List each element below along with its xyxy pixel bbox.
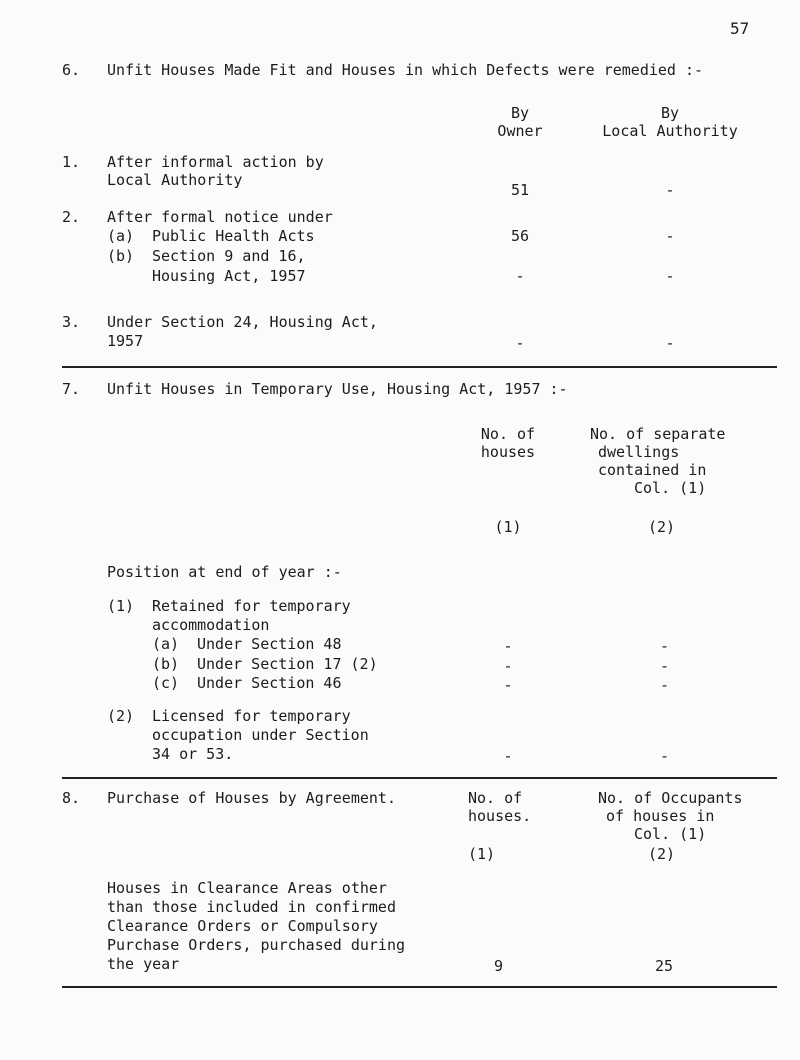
col-header-2: of houses in — [606, 807, 715, 825]
subitem-letter: (c) — [152, 674, 180, 692]
col-header-1: houses — [480, 443, 536, 461]
value-la: - — [665, 334, 675, 352]
item-label: 1957 — [107, 332, 144, 350]
item-label: Local Authority — [107, 171, 243, 189]
value-col-2: 25 — [655, 957, 674, 975]
value-col-2: - — [660, 747, 670, 765]
col-header-2: contained in — [598, 461, 707, 479]
item-label: Public Health Acts — [152, 227, 315, 245]
value-col-2: - — [660, 676, 670, 694]
item-label: After formal notice under — [107, 208, 333, 226]
group-label: Licensed for temporary — [152, 707, 351, 725]
value-col-1: - — [503, 637, 513, 655]
group-label: 34 or 53. — [152, 745, 234, 763]
section-8-title: Purchase of Houses by Agreement. — [107, 789, 396, 807]
value-la: - — [665, 267, 675, 285]
col-number-2: (2) — [648, 518, 676, 536]
row-label: Houses in Clearance Areas other — [107, 879, 387, 897]
col-header-2: No. of Occupants — [598, 789, 743, 807]
subitem-label: Under Section 48 — [197, 635, 342, 653]
divider — [62, 366, 777, 368]
section-7-number: 7. — [62, 380, 81, 398]
row-label: than those included in confirmed — [107, 898, 396, 916]
col-number-1: (1) — [468, 845, 496, 863]
group-label: accommodation — [152, 616, 270, 634]
group-label: Retained for temporary — [152, 597, 351, 615]
value-col-1: - — [503, 657, 513, 675]
col-header-1: No. of — [480, 425, 536, 443]
row-label: Clearance Orders or Compulsory — [107, 917, 378, 935]
value-col-1: - — [503, 676, 513, 694]
divider — [62, 986, 777, 988]
group-number: (1) — [107, 597, 135, 615]
page-number: 57 — [730, 19, 750, 38]
value-la: - — [665, 181, 675, 199]
subitem-letter: (a) — [152, 635, 180, 653]
col-header-1: No. of — [468, 789, 523, 807]
subitem-label: Under Section 46 — [197, 674, 342, 692]
item-number: 3. — [62, 313, 81, 331]
col-header-owner-2: Owner — [497, 122, 543, 140]
divider — [62, 777, 777, 779]
col-header-owner-1: By — [510, 104, 530, 122]
row-label: Purchase Orders, purchased during — [107, 936, 406, 954]
value-owner: 51 — [510, 181, 530, 199]
position-label: Position at end of year :- — [107, 563, 342, 581]
col-header-1: houses. — [468, 807, 532, 825]
col-number-1: (1) — [494, 518, 522, 536]
col-header-2: dwellings — [598, 443, 680, 461]
group-label: occupation under Section — [152, 726, 369, 744]
subitem-label: Under Section 17 (2) — [197, 655, 378, 673]
item-label: Under Section 24, Housing Act, — [107, 313, 378, 331]
section-6-title: Unfit Houses Made Fit and Houses in which Defects were remedied :- — [107, 61, 704, 79]
item-label: Section 9 and 16, — [152, 247, 306, 265]
col-header-la-2: Local Authority — [602, 122, 738, 140]
section-6-number: 6. — [62, 61, 81, 79]
col-header-2: Col. (1) — [634, 825, 707, 843]
col-header-2: Col. (1) — [634, 479, 707, 497]
col-number-2: (2) — [648, 845, 676, 863]
item-label: After informal action by — [107, 153, 324, 171]
item-number: 1. — [62, 153, 81, 171]
col-header-la-1: By — [660, 104, 680, 122]
subitem-letter: (b) — [107, 247, 135, 265]
item-label: Housing Act, 1957 — [152, 267, 306, 285]
subitem-letter: (a) — [107, 227, 135, 245]
value-owner: - — [515, 334, 525, 352]
group-number: (2) — [107, 707, 135, 725]
value-col-1: - — [503, 747, 513, 765]
value-owner: 56 — [510, 227, 530, 245]
subitem-letter: (b) — [152, 655, 180, 673]
row-label: the year — [107, 955, 180, 973]
value-la: - — [665, 227, 675, 245]
value-col-1: 9 — [494, 957, 504, 975]
value-owner: - — [515, 267, 525, 285]
value-col-2: - — [660, 657, 670, 675]
item-number: 2. — [62, 208, 81, 226]
section-8-number: 8. — [62, 789, 81, 807]
section-7-title: Unfit Houses in Temporary Use, Housing Act, 1957 :- — [107, 380, 568, 398]
value-col-2: - — [660, 637, 670, 655]
col-header-2: No. of separate — [590, 425, 726, 443]
